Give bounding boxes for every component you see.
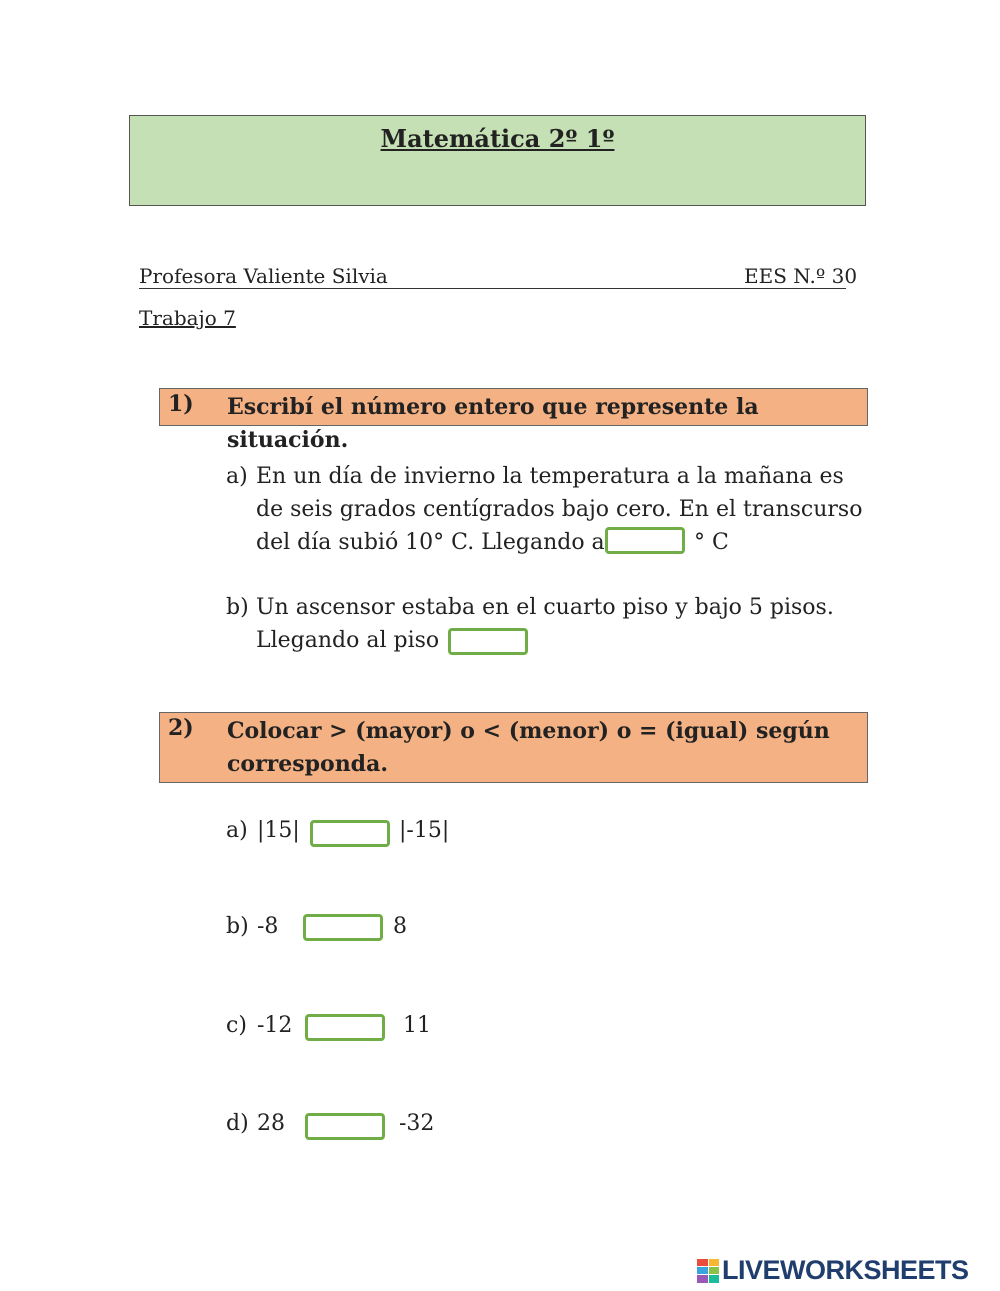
answer-2b-input[interactable] [303, 914, 383, 941]
question-1b-label: b) [226, 595, 249, 620]
question-1b-line-1: Un ascensor estaba en el cuarto piso y bajo 5 pisos. [256, 595, 834, 620]
compare-a-label: a) [226, 818, 248, 843]
section-1-number: 1) [168, 391, 194, 417]
question-1b-text [256, 591, 896, 657]
compare-a-right: |-15| [399, 818, 450, 843]
page-title: Matemática 2º 1º [380, 124, 615, 153]
title-banner [129, 115, 866, 206]
answer-2d-input[interactable] [305, 1113, 385, 1140]
question-1a [226, 460, 886, 560]
section-2-header [159, 712, 868, 783]
compare-b-label: b) [226, 914, 249, 939]
question-1a-line-2: de seis grados centígrados bajo cero. En el transcurso [256, 497, 863, 522]
question-1a-line-1: En un día de invierno la temperatura a la mañana es [256, 464, 844, 489]
compare-d-label: d) [226, 1111, 249, 1136]
section-2-instruction-line-2: corresponda. [227, 751, 388, 777]
question-1b [226, 591, 886, 661]
compare-d-right: -32 [399, 1111, 435, 1136]
question-1a-unit: ° C [694, 530, 729, 555]
question-1a-text [256, 460, 896, 559]
compare-c-label: c) [226, 1013, 247, 1038]
brand-name: LIVEWORKSHEETS [722, 1255, 969, 1285]
section-2-instruction [227, 715, 857, 781]
compare-c-right: 11 [403, 1013, 431, 1038]
answer-2a-input[interactable] [310, 820, 390, 847]
answer-2c-input[interactable] [305, 1014, 385, 1041]
question-1a-label: a) [226, 464, 248, 489]
compare-b-left: -8 [257, 914, 279, 939]
section-1-header [159, 388, 868, 453]
compare-a-left: |15| [257, 818, 300, 843]
compare-c-left: -12 [257, 1013, 293, 1038]
work-number: Trabajo 7 [139, 306, 236, 330]
brand-logo [697, 1255, 969, 1286]
compare-d-left: 28 [257, 1111, 285, 1136]
section-1-instruction: Escribí el número entero que represente la situación. [227, 394, 759, 453]
answer-1b-input[interactable] [448, 628, 528, 655]
school-name: EES N.º 30 [744, 264, 858, 288]
section-2-number: 2) [168, 715, 194, 741]
teacher-name: Profesora Valiente Silvia [139, 264, 388, 288]
question-1a-line-3: del día subió 10° C. Llegando a [256, 530, 605, 555]
liveworksheets-logo-icon [697, 1259, 719, 1283]
question-1b-line-2: Llegando al piso [256, 628, 440, 653]
section-2-instruction-line-1: Colocar > (mayor) o < (menor) o = (igual) según [227, 718, 830, 744]
answer-1a-input[interactable] [605, 527, 685, 554]
compare-b-right: 8 [393, 914, 407, 939]
